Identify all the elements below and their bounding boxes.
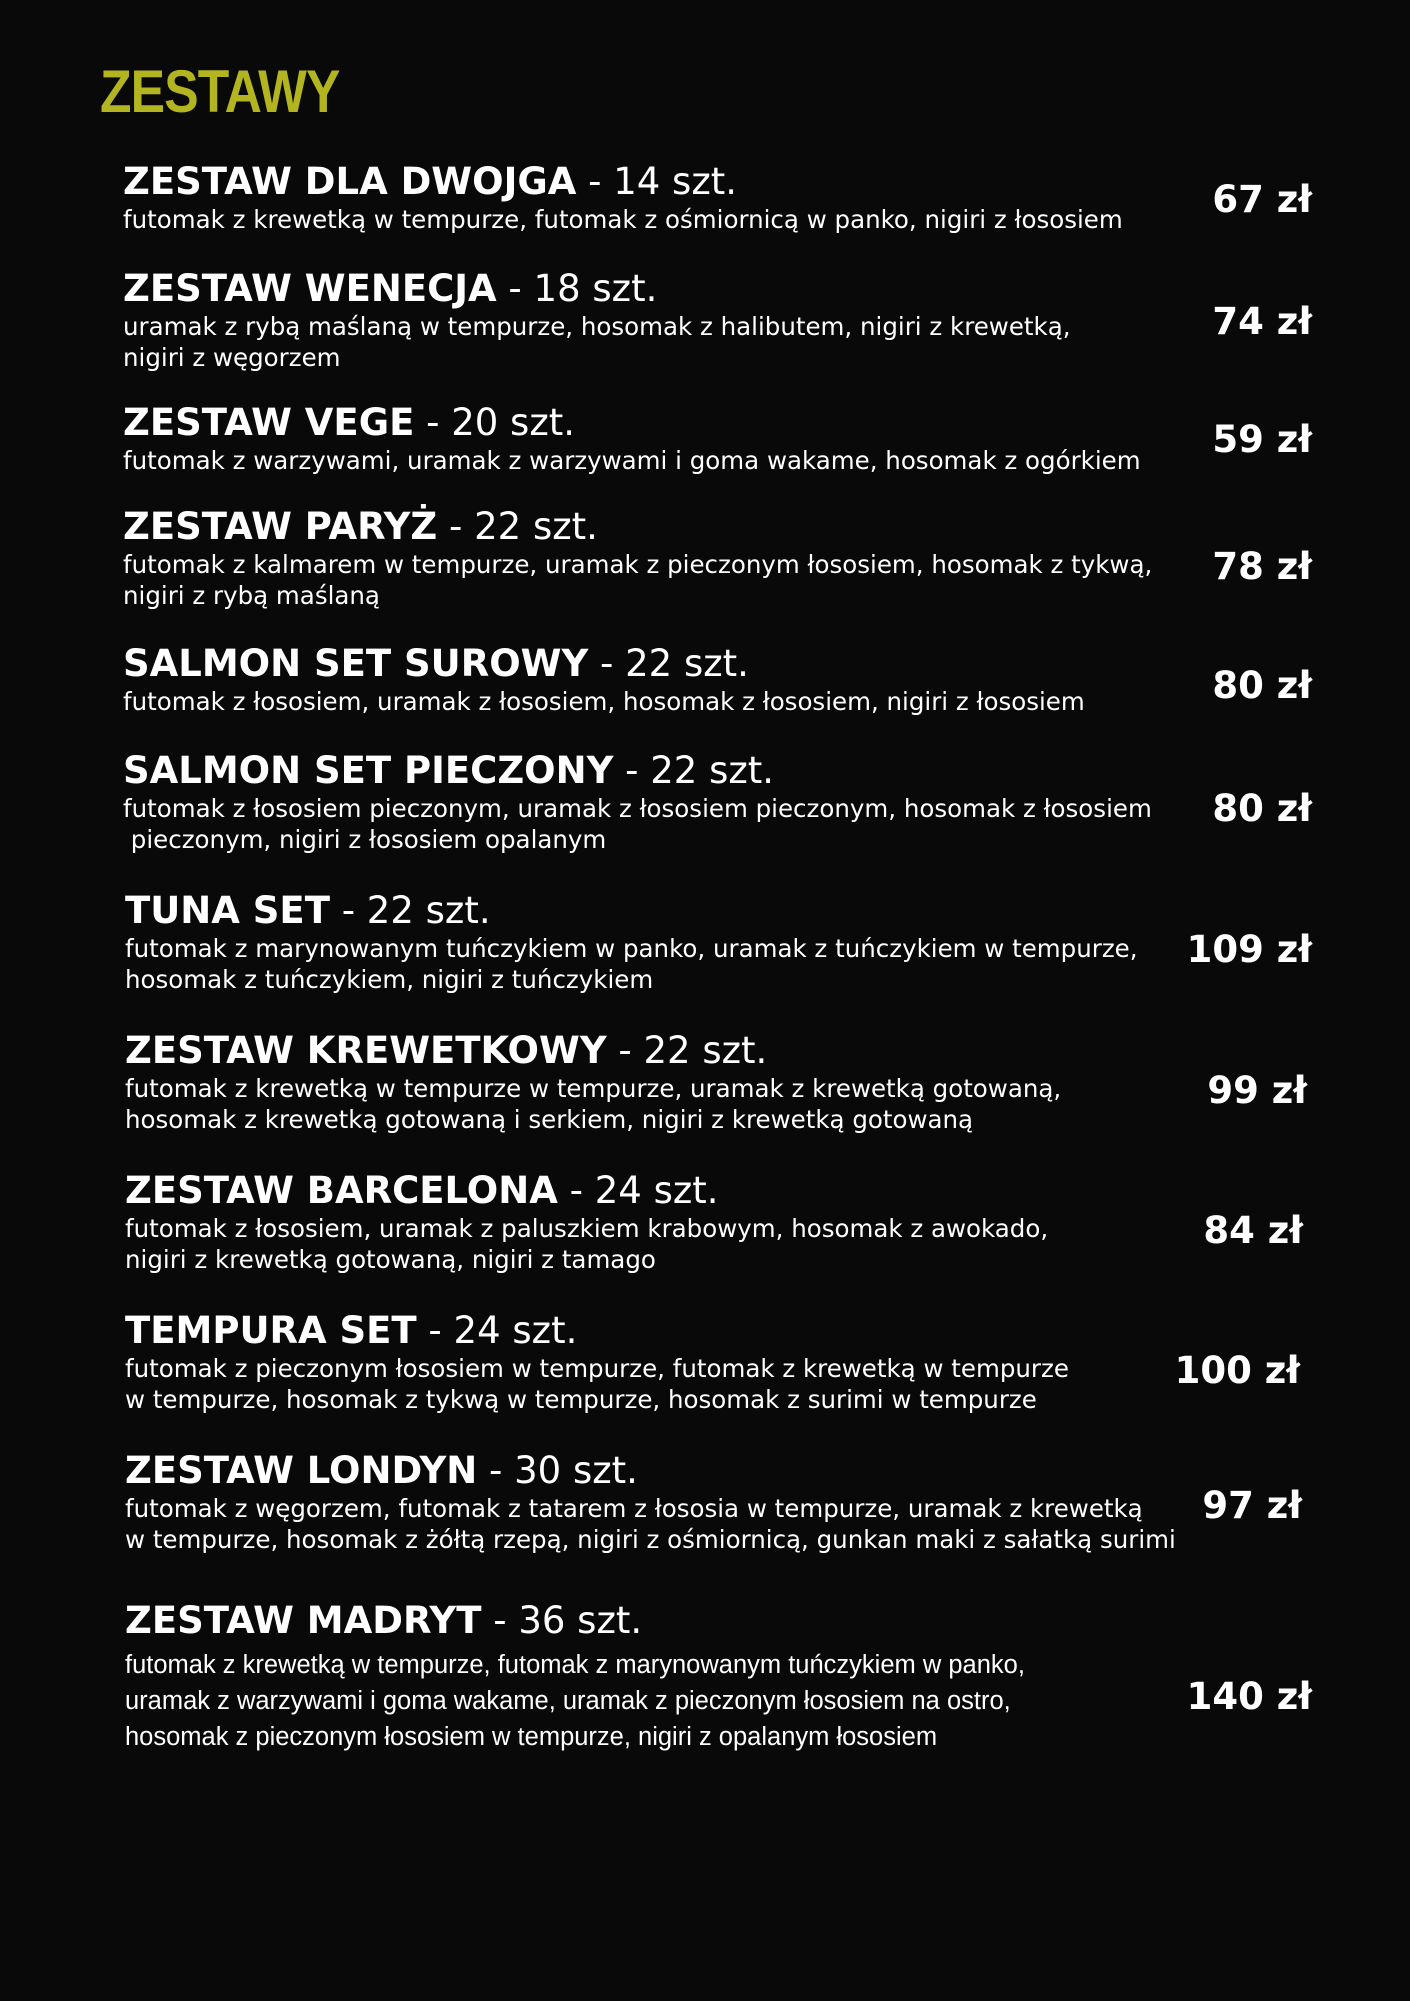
item-description-line: w tempurze, hosomak z żółtą rzepą, nigiri z ośmiornicą, gunkan maki z sałatką surimi bbox=[125, 1525, 1176, 1554]
item-name: ZESTAW DLA DWOJGA bbox=[123, 160, 577, 203]
item-pieces: - 18 szt. bbox=[496, 267, 658, 310]
item-description-line: futomak z krewetką w tempurze w tempurze, uramak z krewetką gotowaną, bbox=[125, 1074, 1062, 1103]
item-name: TEMPURA SET bbox=[125, 1309, 417, 1352]
item-description-line: futomak z krewetką w tempurze, futomak z marynowanym tuńczykiem w panko, bbox=[125, 1651, 1025, 1679]
item-description bbox=[123, 549, 1152, 611]
item-pieces: - 22 szt. bbox=[437, 505, 598, 548]
item-price: 59 zł bbox=[1212, 418, 1312, 461]
item-name: ZESTAW LONDYN bbox=[125, 1449, 478, 1492]
item-name: ZESTAW BARCELONA bbox=[125, 1169, 558, 1212]
item-name: TUNA SET bbox=[125, 889, 330, 932]
item-pieces: - 20 szt. bbox=[414, 401, 576, 444]
item-name: SALMON SET SUROWY bbox=[123, 642, 589, 685]
item-name-line bbox=[123, 401, 575, 445]
item-name-line bbox=[123, 505, 598, 549]
item-description-line: futomak z łososiem, uramak z paluszkiem krabowym, hosomak z awokado, bbox=[125, 1214, 1049, 1243]
item-price: 84 zł bbox=[1203, 1209, 1303, 1252]
item-description-line: uramak z warzywami i goma wakame, uramak z pieczonym łososiem na ostro, bbox=[125, 1687, 1011, 1715]
item-name: ZESTAW WENECJA bbox=[123, 267, 497, 310]
item-description bbox=[123, 793, 1152, 855]
item-price: 78 zł bbox=[1212, 545, 1312, 588]
item-description bbox=[123, 311, 1071, 373]
item-description bbox=[125, 1647, 1025, 1755]
page-title: ZESTAWY bbox=[100, 58, 340, 125]
item-name: SALMON SET PIECZONY bbox=[123, 749, 614, 792]
item-description-line: nigiri z krewetką gotowaną, nigiri z tamago bbox=[125, 1245, 656, 1274]
item-description bbox=[123, 204, 1123, 235]
item-description-line: futomak z krewetką w tempurze, futomak z ośmiornicą w panko, nigiri z łososiem bbox=[123, 205, 1123, 234]
item-name-line bbox=[123, 267, 657, 311]
item-name-line bbox=[123, 642, 749, 686]
item-name-line bbox=[123, 749, 774, 793]
item-pieces: - 36 szt. bbox=[481, 1599, 643, 1642]
item-description bbox=[125, 1493, 1176, 1555]
item-description-line: futomak z kalmarem w tempurze, uramak z pieczonym łososiem, hosomak z tykwą, bbox=[123, 550, 1153, 579]
item-pieces: - 22 szt. bbox=[613, 749, 775, 792]
item-price: 80 zł bbox=[1212, 664, 1312, 707]
item-description bbox=[125, 1213, 1048, 1275]
item-description-line: hosomak z tuńczykiem, nigiri z tuńczykiem bbox=[125, 965, 654, 994]
item-name-line bbox=[125, 1029, 767, 1073]
item-name-line bbox=[125, 1449, 638, 1493]
item-description-line: hosomak z pieczonym łososiem w tempurze, nigiri z opalanym łososiem bbox=[125, 1723, 938, 1751]
item-pieces: - 22 szt. bbox=[588, 642, 749, 685]
item-description-line: hosomak z krewetką gotowaną i serkiem, nigiri z krewetką gotowaną bbox=[125, 1105, 974, 1134]
item-description bbox=[125, 1073, 1061, 1135]
item-price: 109 zł bbox=[1186, 928, 1312, 971]
item-description-line: futomak z łososiem, uramak z łososiem, hosomak z łososiem, nigiri z łososiem bbox=[123, 687, 1085, 716]
item-description-line: nigiri z rybą maślaną bbox=[123, 581, 380, 610]
item-name-line bbox=[125, 889, 491, 933]
item-description-line: futomak z łososiem pieczonym, uramak z łososiem pieczonym, hosomak z łososiem bbox=[123, 794, 1152, 823]
item-description-line: w tempurze, hosomak z tykwą w tempurze, hosomak z surimi w tempurze bbox=[125, 1385, 1037, 1414]
item-pieces: - 22 szt. bbox=[329, 889, 491, 932]
item-name: ZESTAW PARYŻ bbox=[123, 505, 438, 548]
item-description-line: uramak z rybą maślaną w tempurze, hosomak z halibutem, nigiri z krewetką, bbox=[123, 312, 1071, 341]
item-description-line: futomak z węgorzem, futomak z tatarem z łososia w tempurze, uramak z krewetką bbox=[125, 1494, 1143, 1523]
item-description-line: futomak z pieczonym łososiem w tempurze, futomak z krewetką w tempurze bbox=[125, 1354, 1069, 1383]
item-description-line: nigiri z węgorzem bbox=[123, 343, 341, 372]
item-description-line: pieczonym, nigiri z łososiem opalanym bbox=[123, 825, 607, 854]
item-description bbox=[125, 1353, 1069, 1415]
item-pieces: - 24 szt. bbox=[416, 1309, 578, 1352]
item-description bbox=[123, 686, 1085, 717]
item-description-line: futomak z warzywami, uramak z warzywami i goma wakame, hosomak z ogórkiem bbox=[123, 446, 1141, 475]
item-name: ZESTAW VEGE bbox=[123, 401, 415, 444]
item-price: 100 zł bbox=[1174, 1349, 1300, 1392]
item-price: 99 zł bbox=[1207, 1069, 1307, 1112]
item-description-line: futomak z marynowanym tuńczykiem w panko, uramak z tuńczykiem w tempurze, bbox=[125, 934, 1138, 963]
item-price: 67 zł bbox=[1212, 178, 1312, 221]
item-description bbox=[125, 933, 1138, 995]
item-name-line bbox=[125, 1169, 719, 1213]
item-pieces: - 22 szt. bbox=[606, 1029, 768, 1072]
item-price: 74 zł bbox=[1212, 300, 1312, 343]
item-price: 80 zł bbox=[1212, 787, 1312, 830]
item-description bbox=[123, 445, 1141, 476]
item-name: ZESTAW MADRYT bbox=[125, 1599, 482, 1642]
item-name: ZESTAW KREWETKOWY bbox=[125, 1029, 607, 1072]
item-price: 97 zł bbox=[1202, 1484, 1302, 1527]
item-name-line bbox=[123, 160, 737, 204]
item-pieces: - 24 szt. bbox=[557, 1169, 719, 1212]
item-pieces: - 30 szt. bbox=[477, 1449, 638, 1492]
item-name-line bbox=[125, 1599, 642, 1643]
item-price: 140 zł bbox=[1186, 1675, 1312, 1718]
item-name-line bbox=[125, 1309, 577, 1353]
item-pieces: - 14 szt. bbox=[576, 160, 738, 203]
